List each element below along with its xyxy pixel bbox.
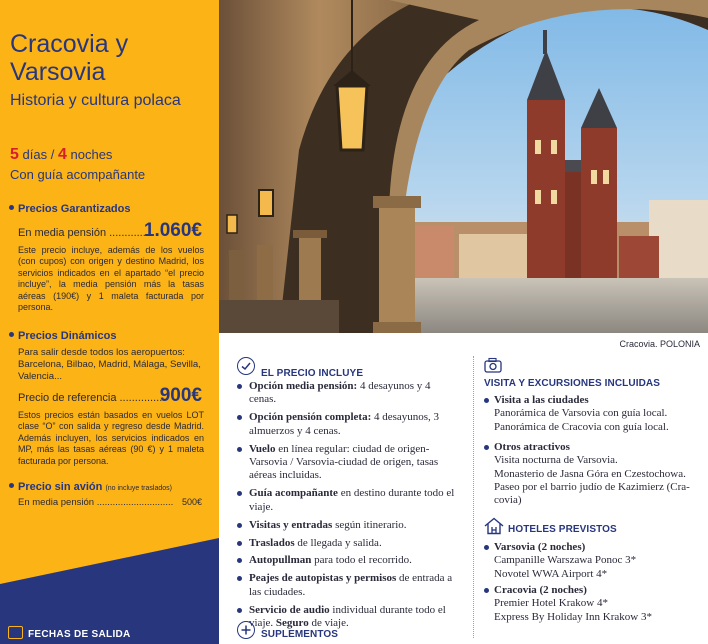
price-row-garantizado xyxy=(18,220,202,241)
fechas-de-salida: FECHAS DE SALIDA xyxy=(8,626,131,640)
hotels-group-cracovia xyxy=(484,584,700,624)
visits-line: Visita nocturna de Varsovia. xyxy=(494,454,618,467)
camera-icon xyxy=(484,357,502,373)
hotels-group-title: Cracovia (2 noches) xyxy=(484,584,700,597)
dinamicos-intro: Para salir desde todos los aeropuertos: Barcelona, Bilbao, Madrid, Málaga, Sevilla, Valencia... xyxy=(18,347,201,383)
dinamicos-description: Estos precios están basados en vuelos LOT clase “O” con salida y regreso desde Madrid. Además incluyen, los servicios indicados en MP, más las tasas aéreas (90 €) y 1 maleta facturada por persona. xyxy=(18,410,204,466)
list-item: Servicio de audio individual durante todo el viaje. Seguro de viaje. xyxy=(236,604,460,631)
price-label: En media pensión ............................. xyxy=(18,497,174,508)
price-row-sin-avion xyxy=(18,497,202,508)
visits-line: Panorámica de Varsovia con guía local. xyxy=(494,407,668,420)
garantizado-description: Este precio incluye, además de los vuelos (con cupos) con origen y destino Madrid, los servicios indicados en el apartado “el precio incluye”, la media pensión más la tasas aéreas (190€) y 1 maleta facturada por persona. xyxy=(18,245,204,313)
visits-group-atractivos xyxy=(484,441,700,507)
calendar-icon xyxy=(8,626,23,639)
visits-heading: VISITA Y EXCURSIONES INCLUIDAS xyxy=(484,378,660,389)
hotel-line: Campanille Warszawa Ponoc 3* xyxy=(494,554,637,567)
bullet-icon xyxy=(9,483,14,488)
hotels-group-title: Varsovia (2 noches) xyxy=(484,541,700,554)
list-item: Vuelo en línea regular: ciudad de origen-Varsovia / Varsovia-ciudad de origen, tasas aéreas incluidas. xyxy=(236,443,460,483)
hotel-line: Novotel WWA Airport 4* xyxy=(494,567,608,580)
guide-note: Con guía acompañante xyxy=(10,167,146,182)
left-panel xyxy=(0,0,219,644)
hotel-line: Premier Hotel Krakow 4* xyxy=(494,597,608,610)
price-value: 900€ xyxy=(159,385,202,406)
visits-line: Paseo por el barrio judío de Kazimierz (Cra- xyxy=(494,480,690,493)
bullet-icon xyxy=(9,205,14,210)
visits-line: covia) xyxy=(494,494,522,507)
plus-icon xyxy=(237,621,255,639)
price-label: Precio de referencia .............. xyxy=(18,392,163,404)
list-item: Opción media pensión: 4 desayunos y 4 cenas. xyxy=(236,380,460,407)
list-item: Opción pensión completa: 4 desayunos, 3 almuerzos y 4 cenas. xyxy=(236,411,460,438)
price-row-referencia xyxy=(18,385,202,406)
suplementos-heading: SUPLEMENTOS xyxy=(261,629,339,640)
check-icon xyxy=(237,357,255,375)
visits-group-title: Visita a las ciudades xyxy=(484,394,700,407)
precios-dinamicos-heading: Precios Dinámicos xyxy=(9,330,116,342)
list-item: Peajes de autopistas y permisos de entrada a las ciudades. xyxy=(236,572,460,599)
column-divider xyxy=(473,356,474,638)
hotels-heading: HOTELES PREVISTOS xyxy=(508,524,617,535)
list-item: Visitas y entradas según itinerario. xyxy=(236,519,460,532)
visits-line: Monasterio de Jasna Góra en Czestochowa. xyxy=(494,467,686,480)
precios-garantizados-heading: Precios Garantizados xyxy=(9,203,131,215)
price-label: En media pensión .............. xyxy=(18,227,152,239)
house-icon xyxy=(484,517,504,535)
sin-avion-heading: Precio sin avión (no incluye traslados) xyxy=(9,481,172,493)
bullet-icon xyxy=(9,332,14,337)
duration xyxy=(10,146,112,164)
list-item: Traslados de llegada y salida. xyxy=(236,537,460,550)
photo-caption: Cracovia. POLONIA xyxy=(619,339,700,349)
includes-list xyxy=(236,380,460,635)
list-item: Guía acompañante en destino durante todo el viaje. xyxy=(236,487,460,514)
hotels-group-varsovia xyxy=(484,541,700,581)
visits-line: Panorámica de Cracovia con guía local. xyxy=(494,420,669,433)
visits-group-ciudades xyxy=(484,394,700,434)
nights-number: 4 xyxy=(57,146,67,163)
days-word: días xyxy=(22,147,48,162)
nights-word: noches xyxy=(70,147,113,162)
page-title: Cracovia y Varsovia xyxy=(10,30,129,86)
duration-separator: / xyxy=(50,147,55,162)
sin-avion-note: (no incluye traslados) xyxy=(105,485,172,492)
price-value: 1.060€ xyxy=(143,220,202,241)
hotel-line: Express By Holiday Inn Krakow 3* xyxy=(494,610,652,623)
page-subtitle: Historia y cultura polaca xyxy=(10,92,181,109)
price-value: 500€ xyxy=(181,497,202,507)
visits-group-title: Otros atractivos xyxy=(484,441,700,454)
list-item: Autopullman para todo el recorrido. xyxy=(236,554,460,567)
includes-heading: EL PRECIO INCLUYE xyxy=(261,368,364,379)
days-number: 5 xyxy=(10,146,19,163)
hero-photo xyxy=(219,0,708,333)
